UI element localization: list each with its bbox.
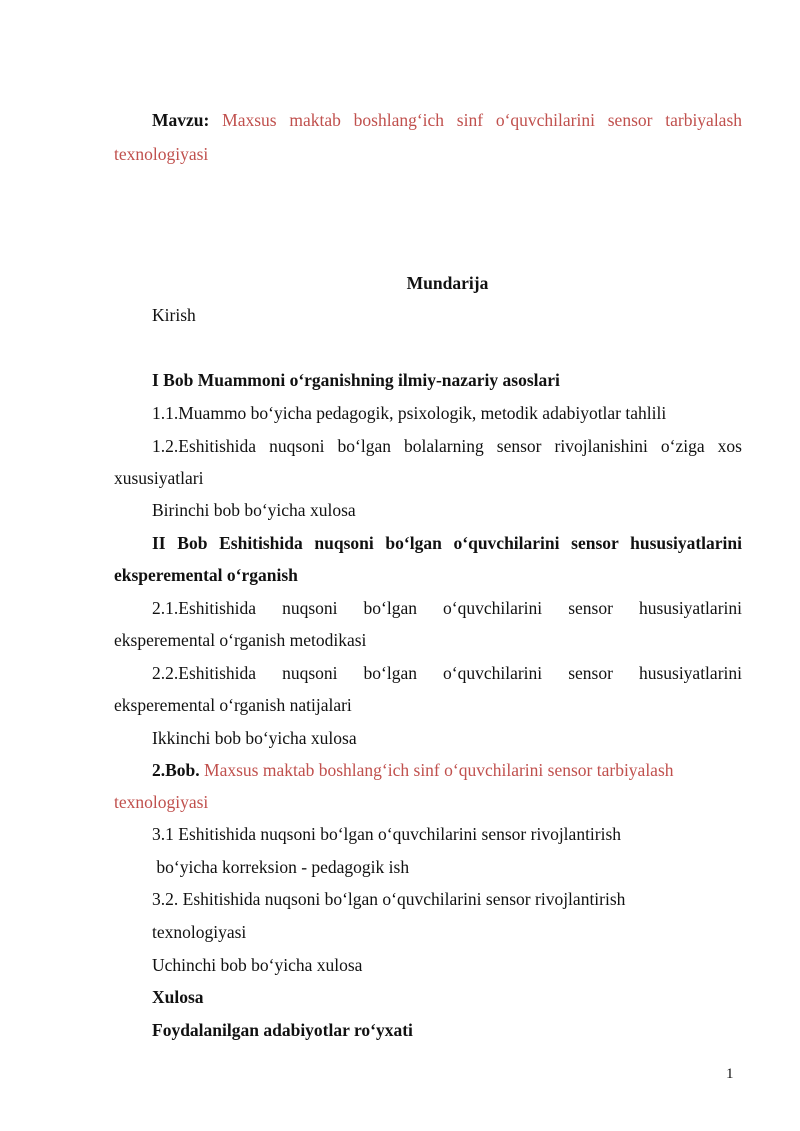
toc-chapter1-title: I Bob Muammoni o‘rganishning ilmiy-nazariy asoslari bbox=[152, 370, 560, 390]
toc-chapter2-section1-continued: eksperemental o‘rganish metodikasi bbox=[114, 630, 367, 650]
toc-chapter2-section2: 2.2.Eshitishida nuqsoni bo‘lgan o‘quvchilarini sensor hususiyatlarini bbox=[152, 663, 742, 683]
toc-chapter2-section1: 2.1.Eshitishida nuqsoni bo‘lgan o‘quvchilarini sensor hususiyatlarini bbox=[152, 598, 742, 618]
toc-chapter3-section1: 3.1 Eshitishida nuqsoni bo‘lgan o‘quvchilarini sensor rivojlantirish bbox=[152, 824, 622, 844]
toc-chapter2-summary: Ikkinchi bob bo‘yicha xulosa bbox=[152, 728, 357, 748]
toc-chapter3-section2: 3.2. Eshitishida nuqsoni bo‘lgan o‘quvchilarini sensor rivojlantirish bbox=[152, 889, 626, 909]
toc-chapter3-title-text: Maxsus maktab boshlang‘ich sinf o‘quvchilarini sensor tarbiyalash bbox=[204, 760, 674, 780]
toc-chapter1-summary: Birinchi bob bo‘yicha xulosa bbox=[152, 500, 356, 520]
toc-chapter3-label: 2.Bob. bbox=[152, 760, 200, 780]
toc-chapter1-section2-continued: xususiyatlari bbox=[114, 468, 204, 488]
toc-chapter3-section2-continued: texnologiyasi bbox=[152, 922, 247, 942]
topic-title: Maxsus maktab boshlang‘ich sinf o‘quvchilarini sensor tarbiyalash bbox=[222, 110, 743, 130]
topic-label: Mavzu: bbox=[152, 110, 210, 130]
topic-line-1 bbox=[152, 109, 742, 131]
toc-chapter3-title-continued: texnologiyasi bbox=[114, 792, 209, 812]
toc-chapter2-title: II Bob Eshitishida nuqsoni bo‘lgan o‘quvchilarini sensor hususiyatlarini bbox=[152, 533, 742, 553]
toc-chapter2-title-continued: eksperemental o‘rganish bbox=[114, 565, 298, 585]
toc-heading: Mundarija bbox=[406, 273, 489, 293]
page-number: 1 bbox=[726, 1066, 734, 1082]
toc-conclusion: Xulosa bbox=[152, 987, 204, 1007]
toc-chapter3-title bbox=[152, 759, 674, 781]
toc-references: Foydalanilgan adabiyotlar ro‘yxati bbox=[152, 1020, 413, 1040]
toc-chapter1-section2: 1.2.Eshitishida nuqsoni bo‘lgan bolalarning sensor rivojlanishini o‘ziga xos bbox=[152, 436, 742, 456]
toc-intro: Kirish bbox=[152, 305, 196, 325]
toc-chapter3-section1-continued: bo‘yicha korreksion - pedagogik ish bbox=[152, 857, 410, 877]
toc-chapter1-section1: 1.1.Muammo bo‘yicha pedagogik, psixologik, metodik adabiyotlar tahlili bbox=[152, 403, 667, 423]
toc-chapter2-section2-continued: eksperemental o‘rganish natijalari bbox=[114, 695, 352, 715]
topic-title-continued: texnologiyasi bbox=[114, 144, 209, 164]
toc-chapter3-summary: Uchinchi bob bo‘yicha xulosa bbox=[152, 955, 363, 975]
